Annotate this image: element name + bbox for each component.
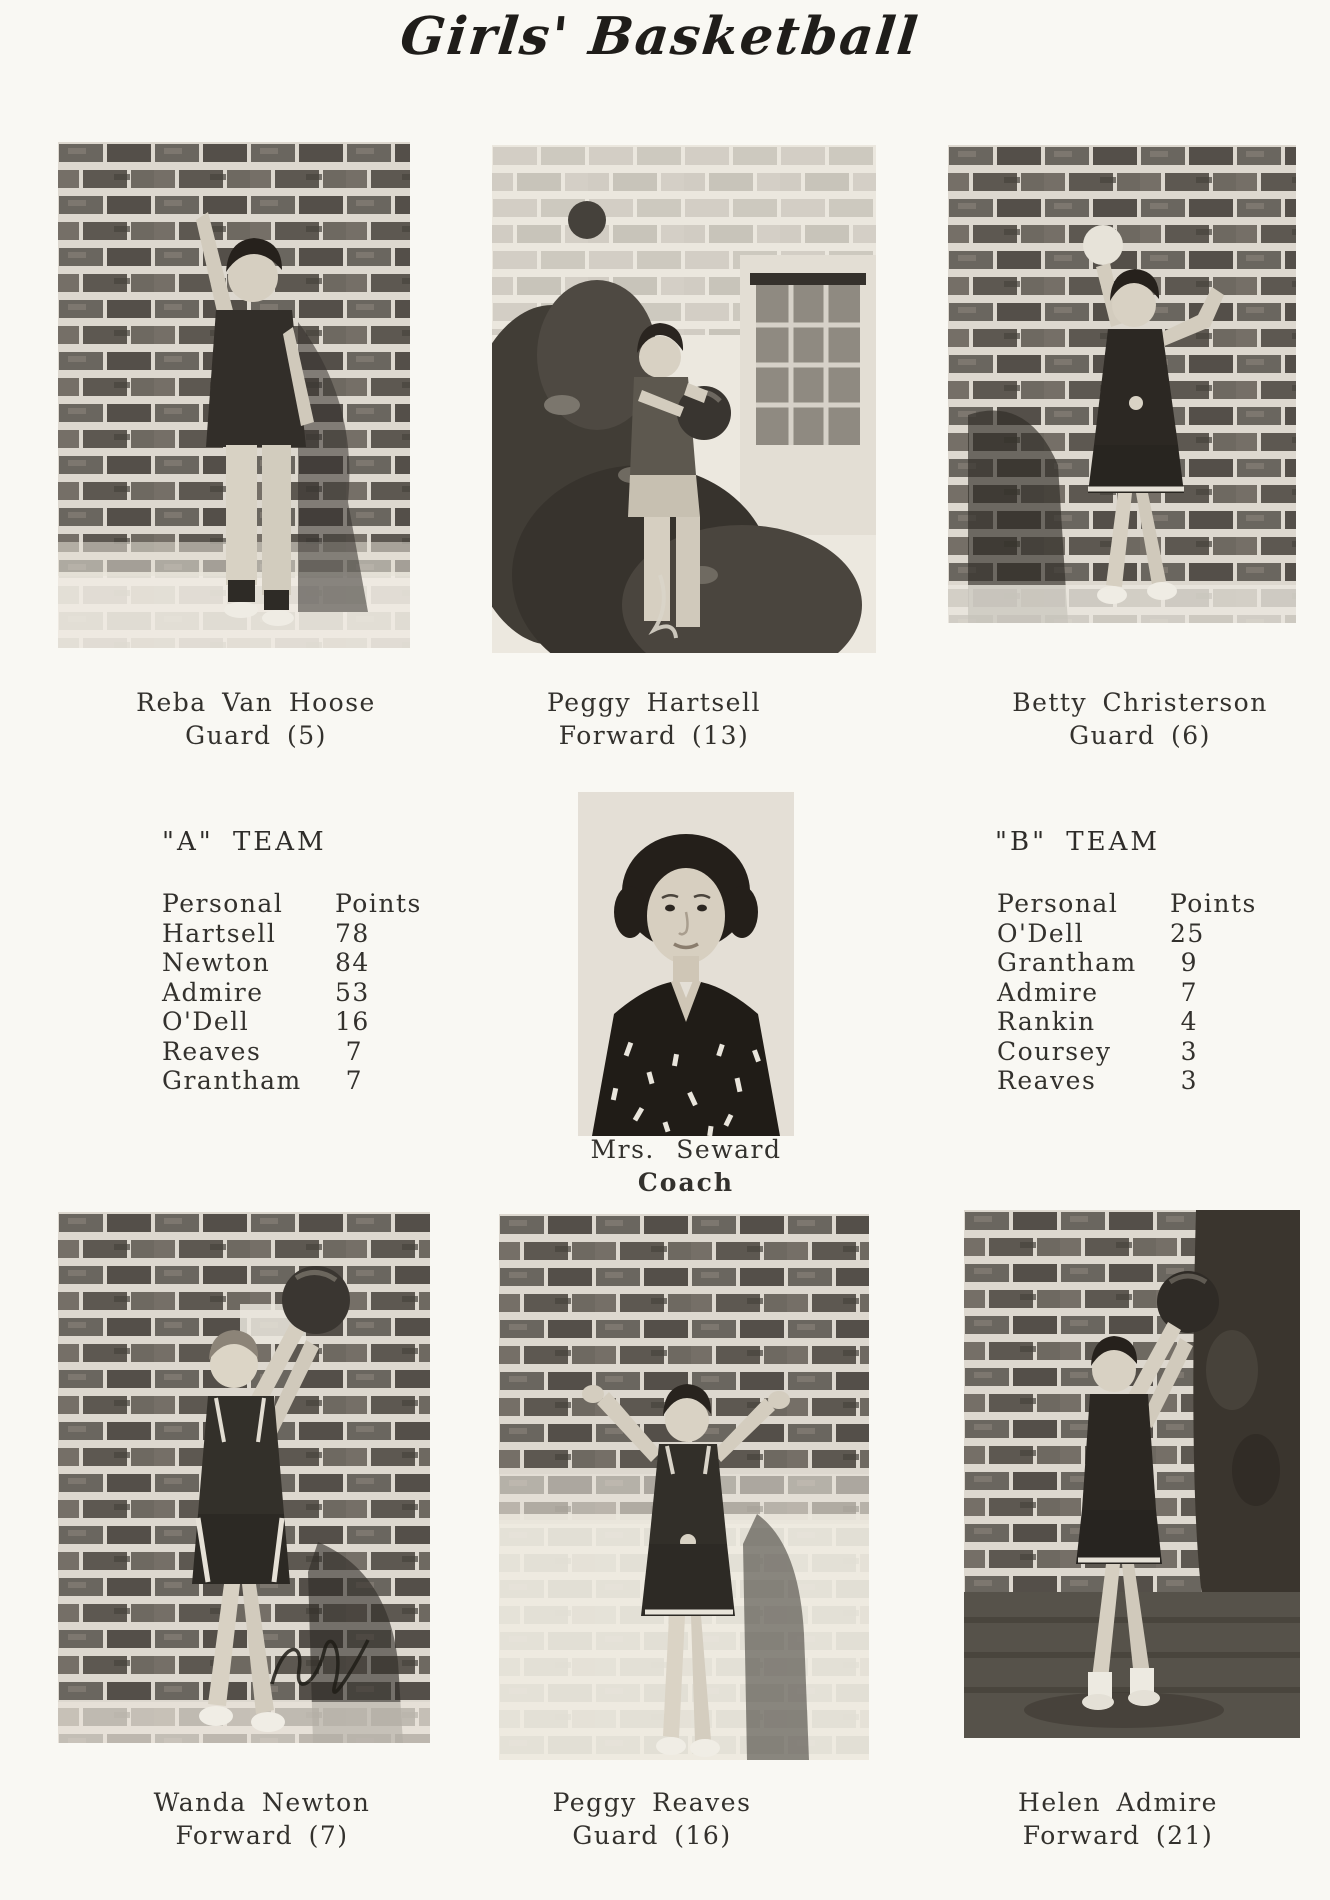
points-cell: 78 [335,918,370,948]
column-header-points: Points [335,889,422,918]
page-title: Girls' Basketball [397,6,923,67]
player-photo-image [58,1212,430,1743]
player-name: Peggy Hartsell [547,688,761,717]
table-header-row [162,889,422,919]
player-photo-reba-van-hoose [58,142,410,648]
caption-peggy-hartsell [547,686,761,752]
player-position: Forward (13) [558,721,750,750]
table-row [997,948,1207,978]
player-photo-image [964,1210,1300,1738]
caption-reba-van-hoose [136,686,376,752]
player-position: Guard (5) [185,721,327,750]
player-name-cell: Admire [162,977,264,1007]
player-photo-image [492,145,876,653]
table-row [162,978,372,1008]
table-row [997,1066,1207,1096]
team-a-table [162,889,422,1096]
player-name-cell: Hartsell [162,918,277,948]
player-photo-betty-christerson [948,145,1296,623]
player-name: Helen Admire [1018,1788,1218,1817]
player-photo-peggy-hartsell [492,145,876,653]
team-a-heading: "A" TEAM [162,827,327,857]
column-header-points: Points [1170,889,1257,918]
points-cell: 9 [1180,948,1198,977]
table-row [997,1007,1207,1037]
player-position: Guard (6) [1069,721,1211,750]
column-header-personal: Personal [997,889,1119,918]
player-name-cell: Coursey [997,1036,1112,1066]
player-photo-helen-admire [964,1210,1300,1738]
player-position: Guard (16) [572,1821,732,1850]
table-row [162,1066,372,1096]
player-name: Wanda Newton [153,1788,371,1817]
coach-role: Coach [637,1168,735,1197]
points-cell: 25 [1170,918,1205,948]
points-cell: 7 [1180,977,1198,1007]
player-position: Forward (21) [1022,1821,1214,1850]
player-name-cell: O'Dell [162,1007,250,1036]
points-cell: 16 [335,1007,370,1036]
table-row [997,1037,1207,1067]
coach-name: Mrs. Seward [590,1135,782,1164]
player-photo-image [948,145,1296,623]
team-b-heading: "B" TEAM [995,827,1161,857]
caption-peggy-reaves [553,1786,752,1852]
player-name-cell: Newton [162,948,271,977]
caption-wanda-newton [154,1786,371,1852]
caption-coach [591,1133,782,1199]
points-cell: 53 [335,977,370,1007]
player-name-cell: Grantham [162,1066,302,1095]
caption-helen-admire [1018,1786,1218,1852]
table-row [997,919,1207,949]
team-b-table [997,889,1257,1096]
coach-photo-image [578,792,794,1136]
points-cell: 4 [1180,1007,1198,1036]
points-cell: 7 [345,1036,363,1066]
player-photo-image [58,142,410,648]
player-name-cell: Rankin [997,1007,1096,1036]
coach-photo-mrs-seward [578,792,794,1136]
column-header-personal: Personal [162,889,284,918]
player-photo-wanda-newton [58,1212,430,1743]
player-photo-image [499,1214,869,1760]
points-cell: 7 [345,1066,363,1095]
player-name: Betty Christerson [1012,688,1268,717]
player-name-cell: Grantham [997,948,1137,977]
player-name: Peggy Reaves [552,1788,752,1817]
caption-betty-christerson [1012,686,1268,752]
points-cell: 3 [1180,1036,1198,1066]
points-cell: 3 [1180,1066,1198,1095]
player-name-cell: Admire [997,977,1099,1007]
points-cell: 84 [335,948,370,977]
table-row [997,978,1207,1008]
table-row [162,948,372,978]
player-position: Forward (7) [175,1821,349,1850]
player-photo-peggy-reaves [499,1214,869,1760]
player-name: Reba Van Hoose [136,688,376,717]
player-name-cell: Reaves [997,1066,1097,1095]
player-name-cell: O'Dell [997,918,1085,948]
table-row [162,919,372,949]
table-header-row [997,889,1257,919]
table-row [162,1007,372,1037]
table-row [162,1037,372,1067]
player-name-cell: Reaves [162,1036,262,1066]
